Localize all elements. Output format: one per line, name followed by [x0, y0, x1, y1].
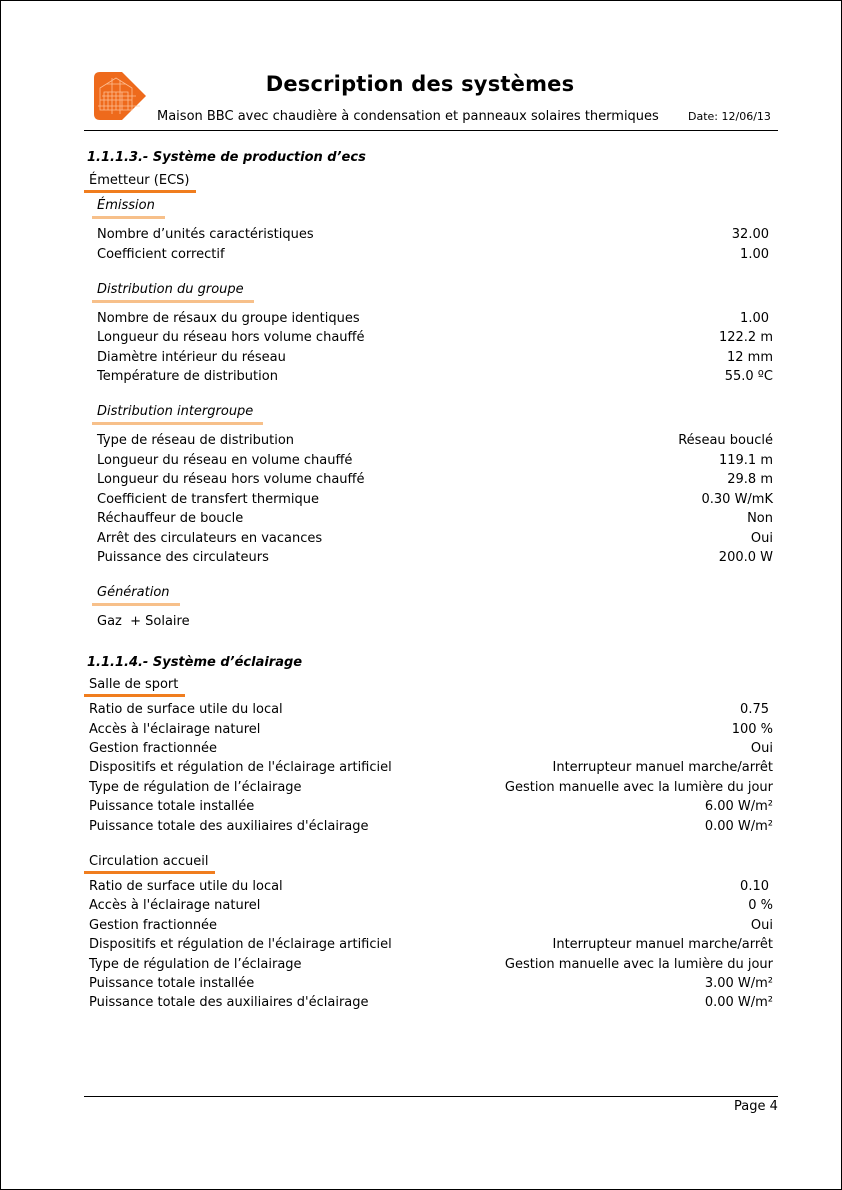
row-label: Coefficient correctif [97, 247, 225, 262]
house-blueprint-logo [92, 70, 148, 122]
row-label: Puissance des circulateurs [97, 550, 269, 565]
page-title: Description des systèmes [265, 72, 575, 96]
row-label: Coefficient de transfert thermique [97, 492, 319, 507]
row-label: Puissance totale des auxiliaires d'éclairage [89, 819, 369, 834]
row-label: Puissance totale installée [89, 799, 255, 814]
data-row [97, 350, 773, 368]
header-divider [84, 130, 778, 131]
row-value: 0.10 [740, 879, 769, 894]
row-value: Gestion manuelle avec la lumière du jour [504, 780, 773, 795]
distribution-intergroupe-heading: Distribution intergroupe [97, 404, 254, 419]
row-label: Diamètre intérieur du réseau [97, 350, 286, 365]
data-row [89, 799, 773, 817]
row-value: Réseau bouclé [678, 433, 773, 448]
data-row [89, 937, 773, 955]
row-label: Arrêt des circulateurs en vacances [97, 531, 323, 546]
row-value: 0.00 W/m² [704, 819, 773, 834]
generation-heading: Génération [97, 585, 170, 600]
emission-heading: Émission [97, 198, 155, 213]
row-value: 12 mm [726, 350, 773, 365]
section-title-eclairage: 1.1.1.4.- Système d’éclairage [87, 655, 303, 670]
row-label: Réchauffeur de boucle [97, 511, 244, 526]
row-value: 0.00 W/m² [704, 995, 773, 1010]
salle-sport-heading: Salle de sport [89, 677, 179, 692]
row-label: Longueur du réseau hors volume chauffé [97, 472, 365, 487]
row-value: 119.1 m [718, 453, 773, 468]
data-row [97, 531, 773, 549]
row-value: Interrupteur manuel marche/arrêt [552, 937, 773, 952]
row-label: Type de régulation de l’éclairage [89, 780, 302, 795]
footer-divider [84, 1096, 778, 1097]
data-row [97, 311, 773, 329]
row-label: Nombre d’unités caractéristiques [97, 227, 314, 242]
row-value: Gestion manuelle avec la lumière du jour [504, 957, 773, 972]
data-row [97, 369, 773, 387]
row-value: Non [747, 511, 773, 526]
row-value: 6.00 W/m² [704, 799, 773, 814]
data-row [97, 511, 773, 529]
row-value: Interrupteur manuel marche/arrêt [552, 760, 773, 775]
data-row [89, 780, 773, 798]
row-value: 200.0 W [718, 550, 773, 565]
row-value: 1.00 [740, 311, 769, 326]
document-subtitle: Maison BBC avec chaudière à condensation et panneaux solaires thermiques [157, 109, 659, 124]
data-row [89, 760, 773, 778]
data-row [97, 433, 773, 451]
data-row [89, 702, 773, 720]
section-title-ecs: 1.1.1.3.- Système de production d’ecs [87, 150, 366, 165]
row-value: 0 % [748, 898, 773, 913]
data-row [89, 819, 773, 837]
row-value: Oui [750, 531, 773, 546]
data-row [97, 330, 773, 348]
data-row [89, 879, 773, 897]
page-number: Page 4 [734, 1099, 778, 1114]
row-value: Oui [750, 741, 773, 756]
data-row [89, 722, 773, 740]
row-label: Type de régulation de l’éclairage [89, 957, 302, 972]
row-label: Gestion fractionnée [89, 741, 218, 756]
data-row [97, 227, 773, 245]
data-row [89, 957, 773, 975]
data-row [97, 472, 773, 490]
row-label: Accès à l'éclairage naturel [89, 722, 261, 737]
row-label: Dispositifs et régulation de l'éclairage artificiel [89, 760, 392, 775]
document-date: Date: 12/06/13 [688, 110, 771, 123]
row-value: 100 % [731, 722, 773, 737]
row-label: Longueur du réseau en volume chauffé [97, 453, 353, 468]
row-value: 0.30 W/mK [701, 492, 773, 507]
data-row [89, 898, 773, 916]
row-label: Type de réseau de distribution [97, 433, 295, 448]
row-label: Puissance totale installée [89, 976, 255, 991]
row-value: 1.00 [740, 247, 769, 262]
row-value: Oui [750, 918, 773, 933]
emitter-heading: Émetteur (ECS) [89, 173, 190, 188]
row-value: 29.8 m [727, 472, 773, 487]
row-label: Nombre de résaux du groupe identiques [97, 311, 360, 326]
row-value: 32.00 [731, 227, 769, 242]
row-label: Dispositifs et régulation de l'éclairage artificiel [89, 937, 392, 952]
data-row [89, 995, 773, 1013]
data-row [89, 918, 773, 936]
data-row [89, 976, 773, 994]
generation-text: Gaz + Solaire [97, 614, 190, 629]
row-label: Température de distribution [97, 369, 278, 384]
row-value: 55.0 ºC [724, 369, 773, 384]
row-label: Longueur du réseau hors volume chauffé [97, 330, 365, 345]
data-row [97, 453, 773, 471]
distribution-groupe-heading: Distribution du groupe [97, 282, 244, 297]
row-value: 122.2 m [718, 330, 773, 345]
generation-text-row [97, 614, 773, 632]
circulation-accueil-heading: Circulation accueil [89, 854, 209, 869]
data-row [97, 247, 773, 265]
row-label: Gestion fractionnée [89, 918, 218, 933]
data-row [97, 550, 773, 568]
row-value: 0.75 [740, 702, 769, 717]
row-value: 3.00 W/m² [704, 976, 773, 991]
row-label: Ratio de surface utile du local [89, 879, 283, 894]
row-label: Accès à l'éclairage naturel [89, 898, 261, 913]
data-row [89, 741, 773, 759]
row-label: Ratio de surface utile du local [89, 702, 283, 717]
row-label: Puissance totale des auxiliaires d'éclairage [89, 995, 369, 1010]
data-row [97, 492, 773, 510]
